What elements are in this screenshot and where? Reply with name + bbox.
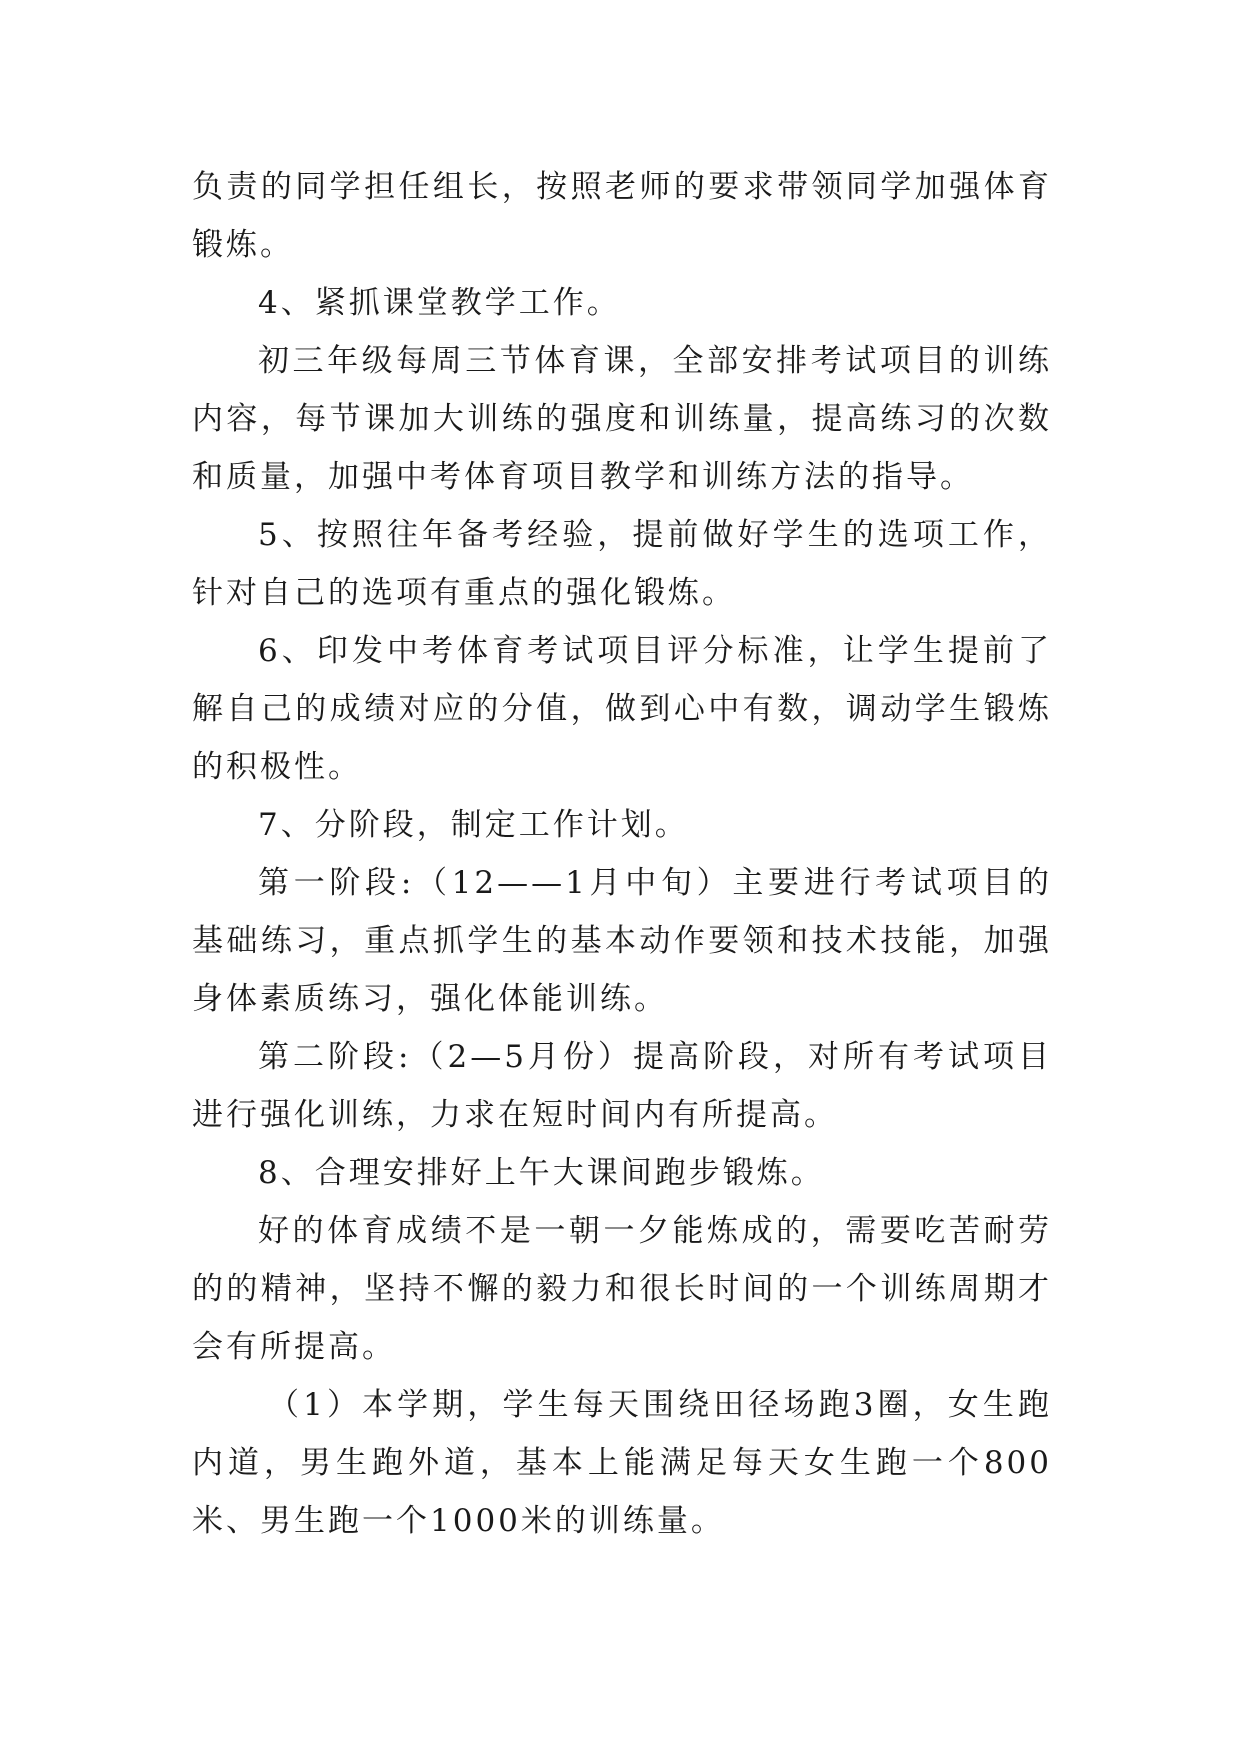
paragraph-sports-spirit: 好的体育成绩不是一朝一夕能炼成的，需要吃苦耐劳的的精神，坚持不懈的毅力和很长时间的一个训练周期才会有所提高。	[192, 1213, 1052, 1365]
paragraph-item-4-heading: 4、紧抓课堂教学工作。	[258, 285, 621, 321]
paragraph-item-8-heading: 8、合理安排好上午大课间跑步锻炼。	[258, 1155, 825, 1191]
paragraph-stage-one: 第一阶段:（12——1月中旬）主要进行考试项目的基础练习，重点抓学生的基本动作要领和技术技能，加强身体素质练习，强化体能训练。	[192, 865, 1052, 1017]
document-body	[192, 158, 1052, 1550]
paragraph-group-leader: 负责的同学担任组长，按照老师的要求带领同学加强体育锻炼。	[192, 169, 1052, 263]
paragraph-running-plan: （1）本学期，学生每天围绕田径场跑3圈，女生跑内道，男生跑外道，基本上能满足每天女生跑一个800米、男生跑一个1000米的训练量。	[192, 1387, 1052, 1539]
paragraph-item-5: 5、按照往年备考经验，提前做好学生的选项工作，针对自己的选项有重点的强化锻炼。	[192, 517, 1052, 611]
paragraph-stage-two: 第二阶段:（2—5月份）提高阶段，对所有考试项目进行强化训练，力求在短时间内有所提高。	[192, 1039, 1052, 1133]
paragraph-item-6: 6、印发中考体育考试项目评分标准，让学生提前了解自己的成绩对应的分值，做到心中有数，调动学生锻炼的积极性。	[192, 633, 1052, 785]
paragraph-item-7-heading: 7、分阶段，制定工作计划。	[258, 807, 689, 843]
paragraph-class-teaching: 初三年级每周三节体育课，全部安排考试项目的训练内容，每节课加大训练的强度和训练量，提高练习的次数和质量，加强中考体育项目教学和训练方法的指导。	[192, 343, 1052, 495]
